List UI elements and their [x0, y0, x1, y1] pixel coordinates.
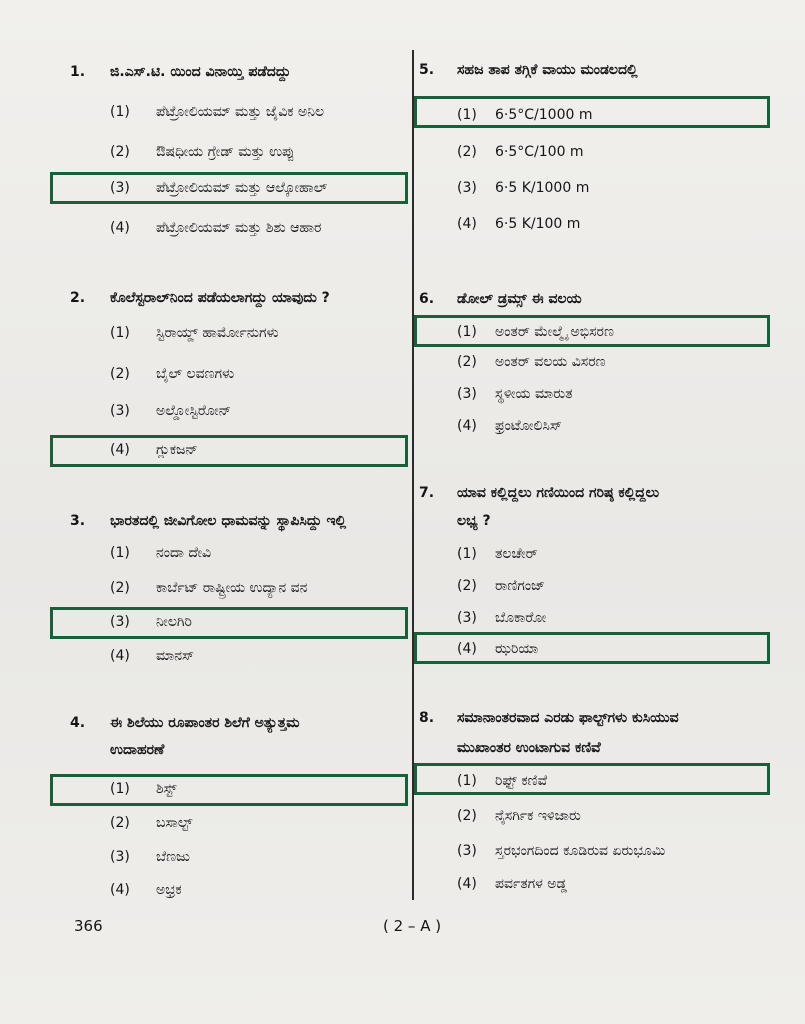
question-number: 4. — [70, 715, 86, 731]
option-number: (2) — [457, 808, 477, 824]
option-number: (1) — [110, 325, 130, 341]
option-number: (1) — [457, 107, 477, 123]
option-number: (3) — [457, 843, 477, 859]
option-number: (4) — [457, 418, 477, 434]
option-number: (4) — [457, 641, 477, 657]
question-text: ಯಾವ ಕಲ್ಲಿದ್ದಲು ಗಣಿಯಿಂದ ಗರಿಷ್ಠ ಕಲ್ಲಿದ್ದಲು — [457, 485, 660, 501]
option-text: 6·5°C/100 m — [495, 144, 584, 160]
option-number: (3) — [110, 403, 130, 419]
option-text: ಅಂತರ್ ವಲಯ ವಿಸರಣ — [495, 354, 606, 370]
question-number: 2. — [70, 290, 86, 306]
option-text: ರಾಣಿಗಂಜ್ — [495, 578, 545, 594]
question-text: ಜಿ.ಎಸ್.ಟಿ. ಯಿಂದ ವಿನಾಯ್ತಿ ಪಡೆದದ್ದು — [110, 64, 291, 80]
option-text: ಕಾರ್ಬೆಟ್ ರಾಷ್ಟ್ರೀಯ ಉದ್ಯಾನ ವನ — [156, 580, 308, 596]
option-number: (3) — [110, 614, 130, 630]
option-number: (3) — [457, 386, 477, 402]
option-text: ನೈಸರ್ಗಿಕ ಇಳಿಜಾರು — [495, 808, 581, 824]
option-text: ನೀಲಗಿರಿ — [156, 614, 192, 630]
question-text: ಸಹಜ ತಾಪ ತಗ್ಗಿಕೆ ವಾಯು ಮಂಡಲದಲ್ಲಿ — [457, 62, 638, 78]
option-text: 6·5 K/100 m — [495, 216, 581, 232]
option-text: 6·5 K/1000 m — [495, 180, 590, 196]
question-text-line-2: ಉದಾಹರಣೆ — [110, 742, 165, 758]
option-number: (1) — [110, 104, 130, 120]
question-number: 1. — [70, 64, 86, 80]
option-text: ಪೆಟ್ರೋಲಿಯಮ್ ಮತ್ತು ಶಿಶು ಆಹಾರ — [156, 220, 322, 236]
option-text: ಮಾನಸ್ — [156, 648, 195, 664]
option-number: (1) — [457, 773, 477, 789]
option-text: ಬೈಲ್ ಲವಣಗಳು — [156, 366, 235, 382]
option-text: ಬೊಕಾರೋ — [495, 610, 547, 626]
option-number: (4) — [110, 882, 130, 898]
option-text: ಅಲ್ಡೋಸ್ಟಿರೋನ್ — [156, 403, 232, 419]
option-number: (2) — [110, 815, 130, 831]
question-number: 8. — [419, 710, 435, 726]
question-text: ಭಾರತದಲ್ಲಿ ಜೀವಿಗೋಲ ಧಾಮವನ್ನು ಸ್ಥಾಪಿಸಿದ್ದು ಇಲ್ಲಿ — [110, 513, 347, 529]
answer-highlight-box — [50, 435, 408, 467]
option-number: (4) — [457, 216, 477, 232]
option-number: (2) — [110, 366, 130, 382]
option-text: ಅಂತರ್ ಮೇಲ್ಮೈ ಅಭಿಸರಣ — [495, 324, 614, 340]
answer-highlight-box — [414, 315, 770, 347]
option-text: ಅಭ್ರಕ — [156, 882, 182, 898]
option-number: (1) — [110, 545, 130, 561]
option-text: ಔಷಧೀಯ ಗ್ರೇಡ್ ಮತ್ತು ಉಪ್ಪು — [156, 144, 295, 160]
option-number: (2) — [457, 144, 477, 160]
paper-set-label: ( 2 – A ) — [383, 917, 442, 935]
option-text: ಝರಿಯಾ — [495, 641, 539, 657]
option-number: (4) — [457, 876, 477, 892]
option-text: ರಿಫ್ಟ್ ಕಣಿವೆ — [495, 773, 548, 789]
option-number: (2) — [110, 144, 130, 160]
page-code: 366 — [74, 917, 103, 935]
option-number: (2) — [110, 580, 130, 596]
question-text: ಕೊಲೆಸ್ಟರಾಲ್‌ನಿಂದ ಪಡೆಯಲಾಗದ್ದು ಯಾವುದು ? — [110, 290, 330, 306]
option-text: ಪೆಟ್ರೋಲಿಯಮ್ ಮತ್ತು ಜೈವಿಕ ಅನಿಲ — [156, 104, 325, 120]
question-text: ಈ ಶಿಲೆಯು ರೂಪಾಂತರ ಶಿಲೆಗೆ ಅತ್ಯುತ್ತಮ — [110, 715, 300, 731]
option-number: (3) — [457, 610, 477, 626]
question-text-line-2: ಲಭ್ಯ ? — [457, 513, 491, 529]
option-text: 6·5°C/1000 m — [495, 107, 593, 123]
option-text: ಪರ್ವತಗಳ ಅಡ್ಡ — [495, 876, 567, 892]
option-text: ಪೆಟ್ರೋಲಿಯಮ್ ಮತ್ತು ಆಲ್ಕೋಹಾಲ್ — [156, 180, 328, 196]
option-number: (4) — [110, 442, 130, 458]
question-number: 5. — [419, 62, 435, 78]
option-number: (3) — [110, 849, 130, 865]
option-text: ಸ್ತರಭಂಗದಿಂದ ಕೂಡಿರುವ ಏರುಭೂಮಿ — [495, 843, 666, 859]
answer-highlight-box — [414, 96, 770, 128]
option-text: ಗ್ಲುಕಜನ್ — [156, 442, 198, 458]
question-number: 7. — [419, 485, 435, 501]
option-number: (1) — [457, 324, 477, 340]
question-number: 3. — [70, 513, 86, 529]
option-text: ಸ್ಥಳೀಯ ಮಾರುತ — [495, 386, 573, 402]
option-text: ಬಸಾಲ್ಟ್ — [156, 815, 193, 831]
option-text: ಶಿಸ್ಟ್ — [156, 781, 177, 797]
option-text: ನಂದಾ ದೇವಿ — [156, 545, 212, 561]
option-number: (1) — [457, 546, 477, 562]
answer-highlight-box — [50, 172, 408, 204]
answer-highlight-box — [414, 632, 770, 664]
question-number: 6. — [419, 291, 435, 307]
option-number: (2) — [457, 354, 477, 370]
question-text-line-2: ಮುಖಾಂತರ ಉಂಟಾಗುವ ಕಣಿವೆ — [457, 740, 601, 756]
option-number: (1) — [110, 781, 130, 797]
option-number: (3) — [110, 180, 130, 196]
answer-highlight-box — [50, 774, 408, 806]
option-text: ಬೆಣಜು — [156, 849, 190, 865]
option-text: ತಲಚೇರ್ — [495, 546, 538, 562]
question-text: ಡೋಲ್ ಡ್ರಮ್ಸ್ ಈ ವಲಯ — [457, 291, 582, 307]
option-number: (4) — [110, 648, 130, 664]
option-number: (4) — [110, 220, 130, 236]
option-number: (3) — [457, 180, 477, 196]
option-number: (2) — [457, 578, 477, 594]
answer-highlight-box — [414, 763, 770, 795]
option-text: ಫ್ರಂಟೋಲಿಸಿಸ್ — [495, 418, 562, 434]
question-text: ಸಮಾನಾಂತರವಾದ ಎರಡು ಫಾಲ್ಟ್‌ಗಳು ಕುಸಿಯುವ — [457, 710, 679, 726]
option-text: ಸ್ಟಿರಾಯ್ಡ್ ಹಾರ್ಮೋನುಗಳು — [156, 325, 279, 341]
answer-highlight-box — [50, 607, 408, 639]
